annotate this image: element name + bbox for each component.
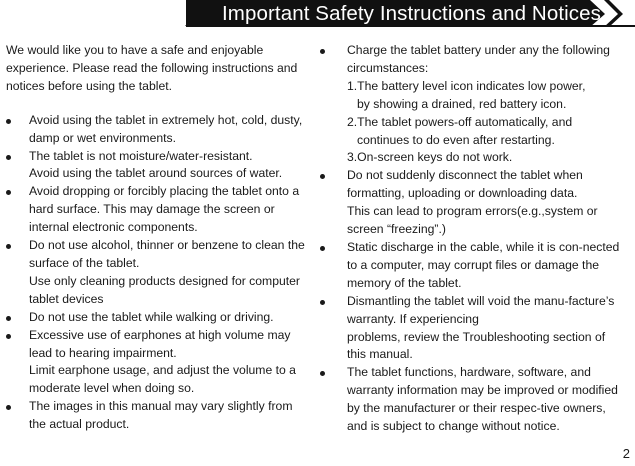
- list-item: Charge the tablet battery under any the following circumstances: 1.The battery level icon indicates low power, by showing a drained, red battery icon. 2.The tablet powers-off automatically, and continues to do even after restarting. 3.On-screen keys do not work.: [318, 42, 624, 167]
- list-item: Dismantling the tablet will void the manu-facture’s warranty. If experiencing problems, review the Troubleshooting section of this manual.: [318, 293, 624, 365]
- header-banner: [0, 0, 635, 28]
- charge-condition-2: 2.The tablet powers-off automatically, and: [347, 114, 573, 129]
- list-item: The tablet is not moisture/water-resistant. Avoid using the tablet around sources of water.: [6, 148, 306, 184]
- intro-paragraph: We would like you to have a safe and enjoyable experience. Please read the following instructions and notices before using the tablet.: [6, 43, 298, 93]
- page-number: 2: [622, 446, 630, 461]
- charge-condition-1: 1.The battery level icon indicates low power,: [347, 78, 586, 93]
- list-item: Do not use alcohol, thinner or benzene to clean the surface of the tablet. Use only cleaning products designed for computer tablet devices: [6, 237, 306, 309]
- list-item: The images in this manual may vary slightly from the actual product.: [6, 398, 306, 434]
- list-item: Do not suddenly disconnect the tablet when formatting, uploading or downloading data. This can lead to program errors(e.g.,system or screen “freezing”.): [318, 167, 624, 239]
- left-column: [6, 42, 306, 434]
- right-column: [318, 42, 624, 436]
- list-item: Excessive use of earphones at high volume may lead to hearing impairment. Limit earphone usage, and adjust the volume to a moderate level when doing so.: [6, 327, 306, 399]
- charge-condition-3: 3.On-screen keys do not work.: [347, 150, 513, 165]
- list-item: Avoid dropping or forcibly placing the tablet onto a hard surface. This may damage the screen or internal electronic components.: [6, 183, 306, 237]
- list-item: Avoid using the tablet in extremely hot, cold, dusty, damp or wet environments.: [6, 112, 306, 148]
- left-bullet-list: [6, 112, 306, 434]
- page-title: Important Safety Instructions and Notices: [222, 2, 601, 25]
- right-bullet-list: [318, 42, 624, 436]
- list-item: The tablet functions, hardware, software, and warranty information may be improved or modified by the manufacturer or their respec-tive owners, and is subject to change without notice.: [318, 364, 624, 436]
- list-item: Do not use the tablet while walking or driving.: [6, 309, 306, 327]
- list-item: Static discharge in the cable, while it is con-nected to a computer, may corrupt files or damage the memory of the tablet.: [318, 239, 624, 293]
